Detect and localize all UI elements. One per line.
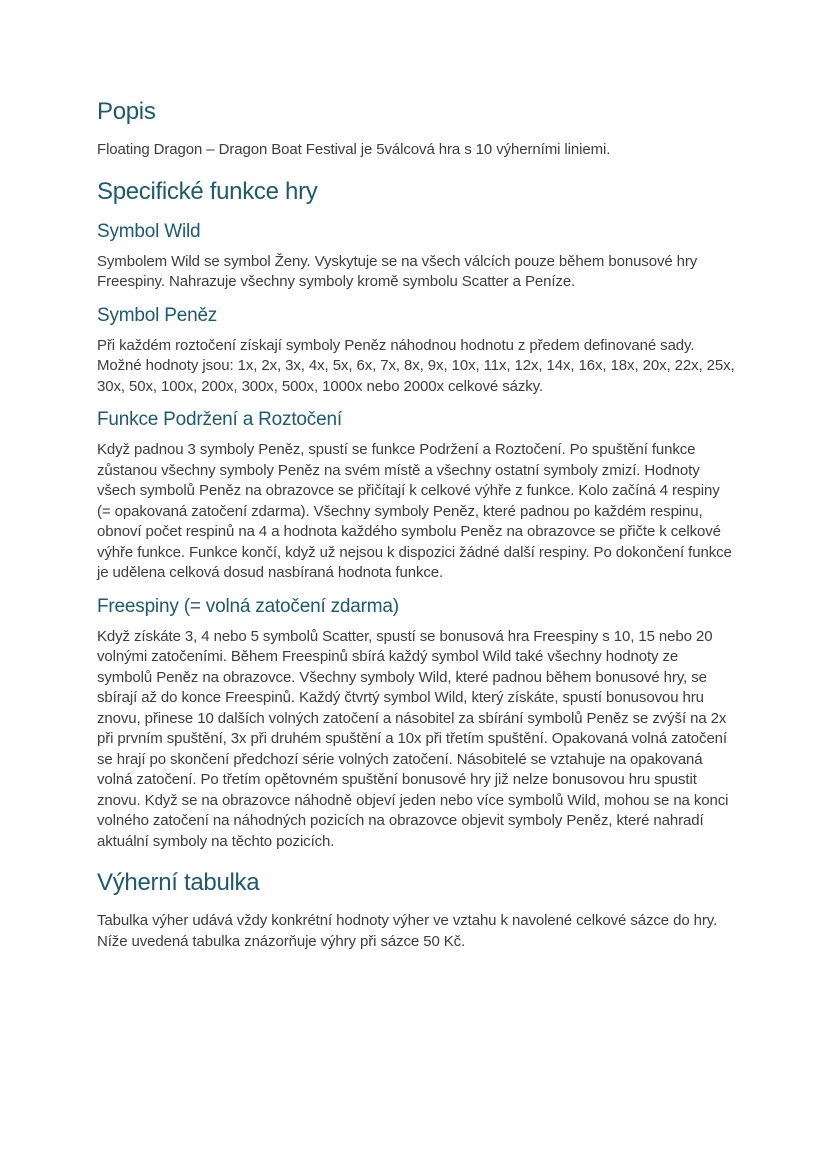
paragraph-popis: Floating Dragon – Dragon Boat Festival je 5válcová hra s 10 výherními liniemi. <box>97 141 611 158</box>
heading-freespiny: Freespiny (= volná zatočení zdarma) <box>97 595 399 617</box>
paragraph-freespiny: Když získáte 3, 4 nebo 5 symbolů Scatter, spustí se bonusová hra Freespiny s 10, 15 nebo 20 volnými zatočeními. Během Freespinů sbírá každý symbol Wild také všechny hodnoty ze symbolů Peněz na obrazovce. Všechny symboly Wild, které padnou během bonusové hry, se sbírají až do konce Freespinů. Každý čtvrtý symbol Wild, který získáte, spustí bonusovou hru znovu, přinese 10 dalších volných zatočení a násobitel za sbírání symbolů Peněz se zvýší na 2x při prvním spuštění, 3x při druhém spuštění a 10x při třetím spuštění. Opakovaná volná zatočení se hrají po skončení předchozí série volných zatočení. Násobitelé se vztahuje na opakovaná volná zatočení. Po třetím opětovném spuštění bonusové hry již nelze bonusovou hru spustit znovu. Když se na obrazovce náhodně objeví jeden nebo více symbolů Wild, mohou se na konci volného zatočení na náhodných pozicích na obrazovce objevit symboly Peněz, které nahradí aktuální symboly na těchto pozicích. <box>97 627 729 850</box>
heading-specificke-funkce-hry: Specifické funkce hry <box>97 177 318 205</box>
paragraph-funkce-podrzeni-a-roztoceni: Když padnou 3 symboly Peněz, spustí se funkce Podržení a Roztočení. Po spuštění funkce zůstanou všechny symboly Peněz na svém místě a všechny ostatní symboly zmizí. Hodnoty všech symbolů Peněz na obrazovce se přičítají k celkové výhře z funkce. Kolo začíná 4 respiny (= opakovaná zatočení zdarma). Všechny symboly Peněz, které padnou po každém respinu, obnoví počet respinů na 4 a hodnota každého symbolu Peněz na obrazovce se přičte k celkové výhře funkce. Funkce končí, když už nejsou k dispozici žádné další respiny. Po dokončení funkce je udělena celková dosud nasbíraná hodnota funkce. <box>97 441 732 581</box>
heading-funkce-podrzeni-a-roztoceni: Funkce Podržení a Roztočení <box>97 409 342 430</box>
heading-symbol-wild: Symbol Wild <box>97 220 201 242</box>
heading-symbol-penez: Symbol Peněz <box>97 304 218 326</box>
paragraph-vyherni-tabulka: Tabulka výher udává vždy konkrétní hodnoty výher ve vztahu k navolené celkové sázce do hry. Níže uvedená tabulka znázorňuje výhry při sázce 50 Kč. <box>97 912 718 950</box>
paragraph-symbol-wild: Symbolem Wild se symbol Ženy. Vyskytuje se na všech válcích pouze během bonusové hry Freespiny. Nahrazuje všechny symboly kromě symbolu Scatter a Peníze. <box>97 252 698 290</box>
heading-popis: Popis <box>97 98 156 125</box>
heading-vyherni-tabulka: Výherní tabulka <box>97 869 260 896</box>
paragraph-symbol-penez: Při každém roztočení získají symboly Peněz náhodnou hodnotu z předem definované sady. Možné hodnoty jsou: 1x, 2x, 3x, 4x, 5x, 6x, 7x, 8x, 9x, 10x, 11x, 12x, 14x, 16x, 18x, 20x, 22x, 25x, 30x, 50x, 100x, 200x, 300x, 500x, 1000x nebo 2000x celkové sázky. <box>97 336 735 395</box>
document-content <box>97 97 735 952</box>
